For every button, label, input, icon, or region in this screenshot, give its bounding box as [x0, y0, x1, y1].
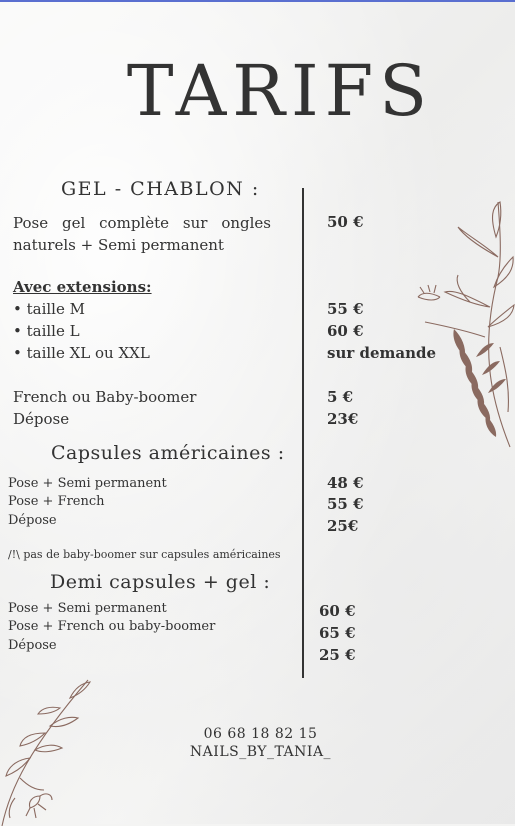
capsules-heading: Capsules américaines : — [51, 442, 285, 464]
capsules-item-french: Pose + French — [8, 494, 105, 509]
contact-phone: 06 68 18 82 15 — [203, 726, 318, 742]
capsules-price-semi: 48 € — [327, 474, 364, 492]
extra-depose-price: 23€ — [327, 410, 359, 428]
demi-price-depose: 25 € — [319, 646, 356, 664]
extension-item-m: • taille M — [13, 300, 85, 318]
demi-price-french: 65 € — [319, 624, 356, 642]
demi-price-semi: 60 € — [319, 602, 356, 620]
extension-price-m: 55 € — [327, 300, 364, 318]
column-divider — [302, 188, 304, 678]
gel-complete-line2: naturels + Semi permanent — [13, 236, 224, 254]
extension-item-l: • taille L — [13, 322, 80, 340]
page-title: TARIFS — [126, 50, 434, 132]
extension-price-l: 60 € — [327, 322, 364, 340]
capsules-price-french: 55 € — [327, 495, 364, 513]
gel-complete-description — [13, 212, 271, 256]
demi-item-semi: Pose + Semi permanent — [8, 601, 167, 616]
capsules-note: /!\ pas de baby-boomer sur capsules américaines — [8, 548, 281, 561]
extension-price-xl: sur demande — [327, 344, 437, 362]
capsules-item-depose: Dépose — [8, 513, 57, 528]
capsules-item-semi: Pose + Semi permanent — [8, 476, 167, 491]
extra-depose: Dépose — [13, 410, 70, 428]
demi-item-french: Pose + French ou baby-boomer — [8, 619, 216, 634]
capsules-price-depose: 25€ — [327, 517, 359, 535]
extensions-label: Avec extensions: — [13, 278, 152, 296]
extra-french: French ou Baby-boomer — [13, 388, 197, 406]
gel-complete-price: 50 € — [327, 213, 364, 231]
floral-branch-right-icon — [410, 197, 515, 457]
contact-handle: NAILS_BY_TANIA_ — [189, 744, 332, 760]
demi-heading: Demi capsules + gel : — [50, 571, 271, 593]
gel-chablon-heading: GEL - CHABLON : — [61, 178, 260, 200]
gel-complete-line1: Pose gel complète sur ongles — [13, 214, 271, 232]
extension-item-xl: • taille XL ou XXL — [13, 344, 150, 362]
demi-item-depose: Dépose — [8, 638, 57, 653]
extra-french-price: 5 € — [327, 388, 354, 406]
floral-branch-left-icon — [0, 678, 95, 826]
